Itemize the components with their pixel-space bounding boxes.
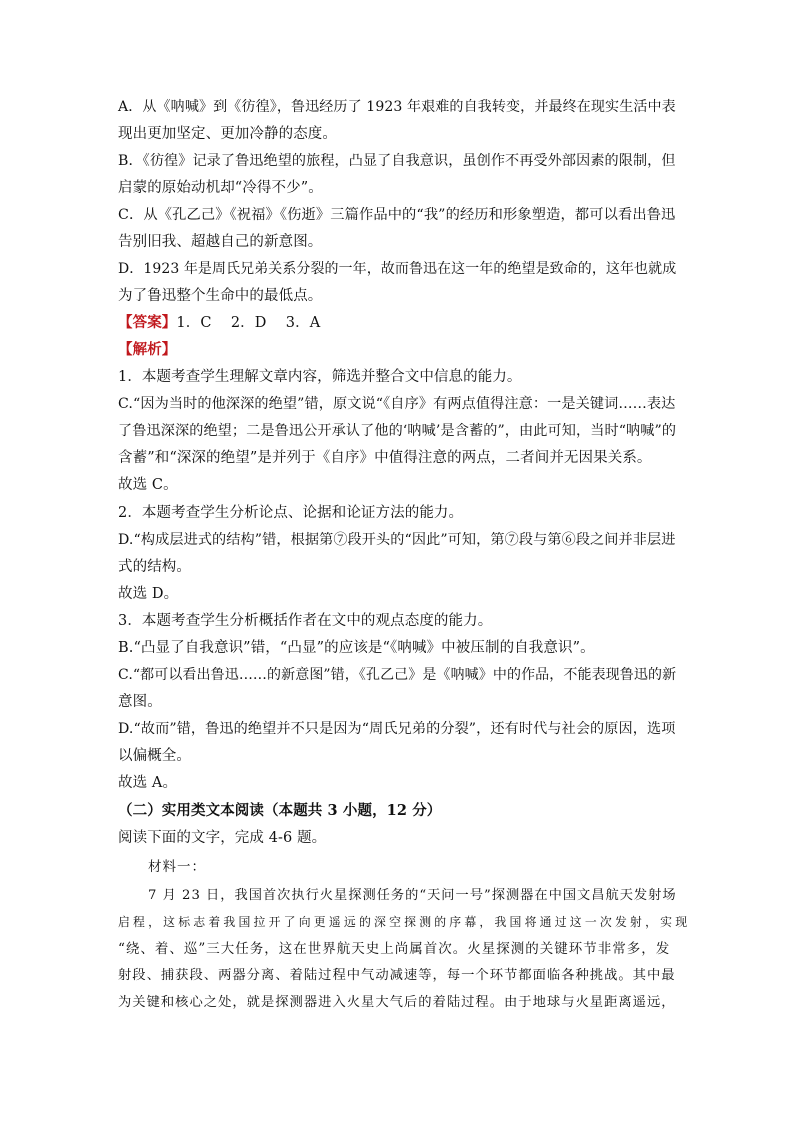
- option-d-line-2: 为了鲁迅整个生命中的最低点。: [118, 288, 323, 304]
- option-a-line-2: 现出更加坚定、更加冷静的态度。: [118, 126, 337, 142]
- analysis-q3-line-3: C.“都可以看出鲁迅……的新意图”错，《孔乙己》是《呐喊》中的作品，不能表现鲁迅的新: [118, 667, 677, 683]
- analysis-q3-line-6: 以偏概全。: [118, 748, 191, 764]
- analysis-q1-line-1: 1．本题考查学生理解文章内容，筛选并整合文中信息的能力。: [118, 369, 522, 385]
- analysis-q2-line-4: 故选 D。: [118, 586, 179, 602]
- analysis-q2-line-2: D.“构成层进式的结构”错，根据第⑦段开头的“因此”可知，第⑦段与第⑥段之间并非层进: [118, 532, 676, 548]
- analysis-q1-line-4: 含蓄”和“深深的绝望”是并列于《自序》中值得注意的两点，二者间并无因果关系。: [118, 450, 652, 466]
- option-d-line-1: D．1923 年是周氏兄弟关系分裂的一年，故而鲁迅在这一年的绝望是致命的，这年也就成: [118, 261, 677, 277]
- material-paragraph-line-5: 为关键和核心之处，就是探测器进入火星大气后的着陆过程。由于地球与火星距离遥远，: [118, 995, 676, 1010]
- analysis-q1-line-5: 故选 C。: [118, 477, 178, 493]
- answer-line: [118, 313, 320, 333]
- answer-text: 1．C 2．D 3．A: [176, 315, 321, 331]
- analysis-tag: 【解析】: [118, 341, 177, 358]
- analysis-q3-line-4: 意图。: [118, 694, 162, 710]
- option-b-line-2: 启蒙的原始动机却“冷得不少”。: [118, 180, 323, 196]
- section-2-title: （二）实用类文本阅读（本题共 3 小题，12 分）: [118, 802, 442, 819]
- analysis-q3-line-5: D.“故而”错，鲁迅的绝望并不只是因为“周氏兄弟的分裂”，还有时代与社会的原因，选项: [118, 721, 676, 737]
- material-paragraph-line-1: 7 月 23 日，我国首次执行火星探测任务的“天问一号”探测器在中国文昌航天发射场: [148, 888, 677, 903]
- analysis-q3-line-1: 3．本题考查学生分析概括作者在文中的观点态度的能力。: [118, 613, 493, 629]
- option-c-line-1: C．从《孔乙己》《祝福》《伤逝》三篇作品中的“我”的经历和形象塑造，都可以看出鲁迅: [118, 207, 676, 223]
- option-b-line-1: B．《彷徨》记录了鲁迅绝望的旅程，凸显了自我意识，虽创作不再受外部因素的限制，但: [118, 153, 676, 169]
- analysis-q3-line-2: B.“凸显了自我意识”错，“凸显”的应该是“《呐喊》中被压制的自我意识”。: [118, 640, 595, 656]
- answer-tag: 【答案】: [118, 314, 177, 331]
- analysis-q1-line-3: 了鲁迅深深的绝望；二是鲁迅公开承认了他的‘呐喊’是含蓄的”，由此可知，当时“呐喊”的: [118, 423, 677, 439]
- option-c-line-2: 告别旧我、超越自己的新意图。: [118, 234, 323, 250]
- material-label: 材料一：: [148, 859, 206, 875]
- material-paragraph-line-2: 启程，这标志着我国拉开了向更遥远的深空探测的序幕，我国将通过这一次发射，实现: [118, 915, 691, 929]
- analysis-q2-line-1: 2．本题考查学生分析论点、论据和论证方法的能力。: [118, 505, 464, 521]
- section-2-instruction: 阅读下面的文字，完成 4-6 题。: [118, 830, 327, 846]
- material-paragraph-line-4: 射段、捕获段、两器分离、着陆过程中气动减速等，每一个环节都面临各种挑战。其中最: [118, 968, 676, 983]
- analysis-q3-line-7: 故选 A。: [118, 775, 178, 791]
- material-paragraph-line-3: “绕、着、巡”三大任务，这在世界航天史上尚属首次。火星探测的关键环节非常多，发: [118, 941, 671, 957]
- analysis-q1-line-2: C.“因为当时的他深深的绝望”错，原文说“《自序》有两点值得注意：一是关键词……表达: [118, 396, 676, 412]
- analysis-q2-line-3: 式的结构。: [118, 559, 191, 575]
- option-a-line-1: A．从《呐喊》到《彷徨》，鲁迅经历了 1923 年艰难的自我转变，并最终在现实生活中表: [118, 99, 676, 115]
